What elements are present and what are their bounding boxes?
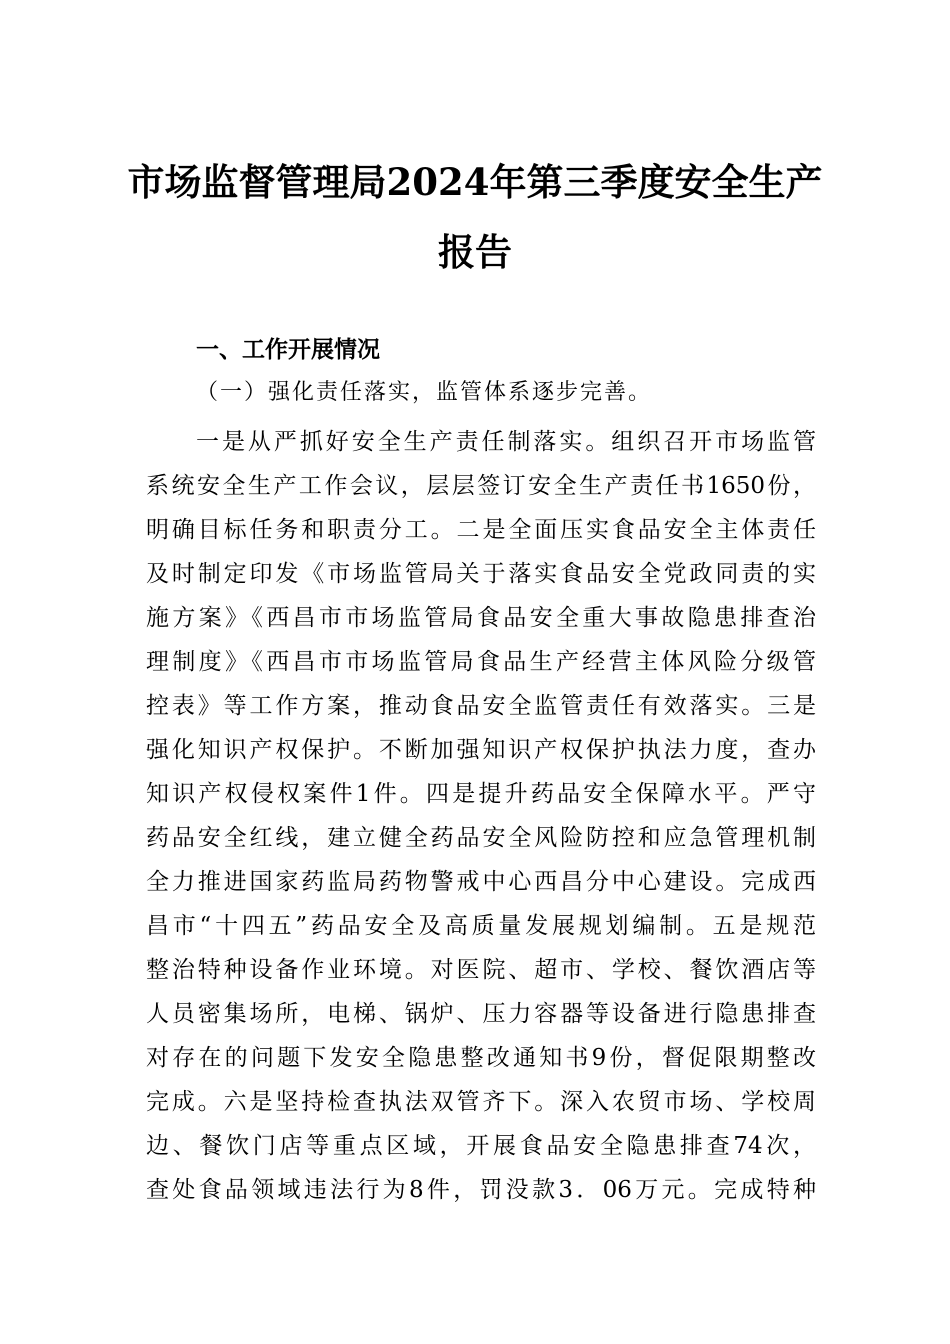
body-line: 昌市“十四五”药品安全及高质量发展规划编制。五是规范	[146, 913, 816, 939]
body-text	[146, 420, 816, 1212]
document-title-line-2: 报告	[438, 230, 512, 274]
document-title-line-1: 市场监督管理局2024年第三季度安全生产	[127, 160, 823, 204]
body-line: 边、餐饮门店等重点区域，开展食品安全隐患排查74次，	[146, 1133, 816, 1159]
body-line: 施方案》《西昌市市场监管局食品安全重大事故隐患排查治	[146, 605, 816, 631]
section-heading: 一、工作开展情况	[196, 337, 380, 363]
body-line: 完成。六是坚持检查执法双管齐下。深入农贸市场、学校周	[146, 1089, 816, 1115]
body-line: 知识产权侵权案件1件。四是提升药品安全保障水平。严守	[146, 781, 816, 807]
body-line: 药品安全红线，建立健全药品安全风险防控和应急管理机制	[146, 825, 816, 851]
body-line: 查处食品领域违法行为8件，罚没款3．06万元。完成特种	[146, 1177, 816, 1203]
body-line: 理制度》《西昌市市场监管局食品生产经营主体风险分级管	[146, 649, 816, 675]
body-line: 一是从严抓好安全生产责任制落实。组织召开市场监管	[196, 429, 816, 455]
body-line: 明确目标任务和职责分工。二是全面压实食品安全主体责任	[146, 517, 816, 543]
body-line: 人员密集场所，电梯、锅炉、压力容器等设备进行隐患排查	[146, 1001, 816, 1027]
body-line: 强化知识产权保护。不断加强知识产权保护执法力度，查办	[146, 737, 816, 763]
body-line: 全力推进国家药监局药物警戒中心西昌分中心建设。完成西	[146, 869, 816, 895]
body-line: 整治特种设备作业环境。对医院、超市、学校、餐饮酒店等	[146, 957, 816, 983]
body-line: 系统安全生产工作会议，层层签订安全生产责任书1650份，	[146, 473, 816, 499]
body-line: 及时制定印发《市场监管局关于落实食品安全党政同责的实	[146, 561, 816, 587]
subsection-heading: （一）强化责任落实，监管体系逐步完善。	[196, 380, 653, 405]
body-line: 对存在的问题下发安全隐患整改通知书9份，督促限期整改	[146, 1045, 816, 1071]
body-line: 控表》等工作方案，推动食品安全监管责任有效落实。三是	[146, 693, 816, 719]
